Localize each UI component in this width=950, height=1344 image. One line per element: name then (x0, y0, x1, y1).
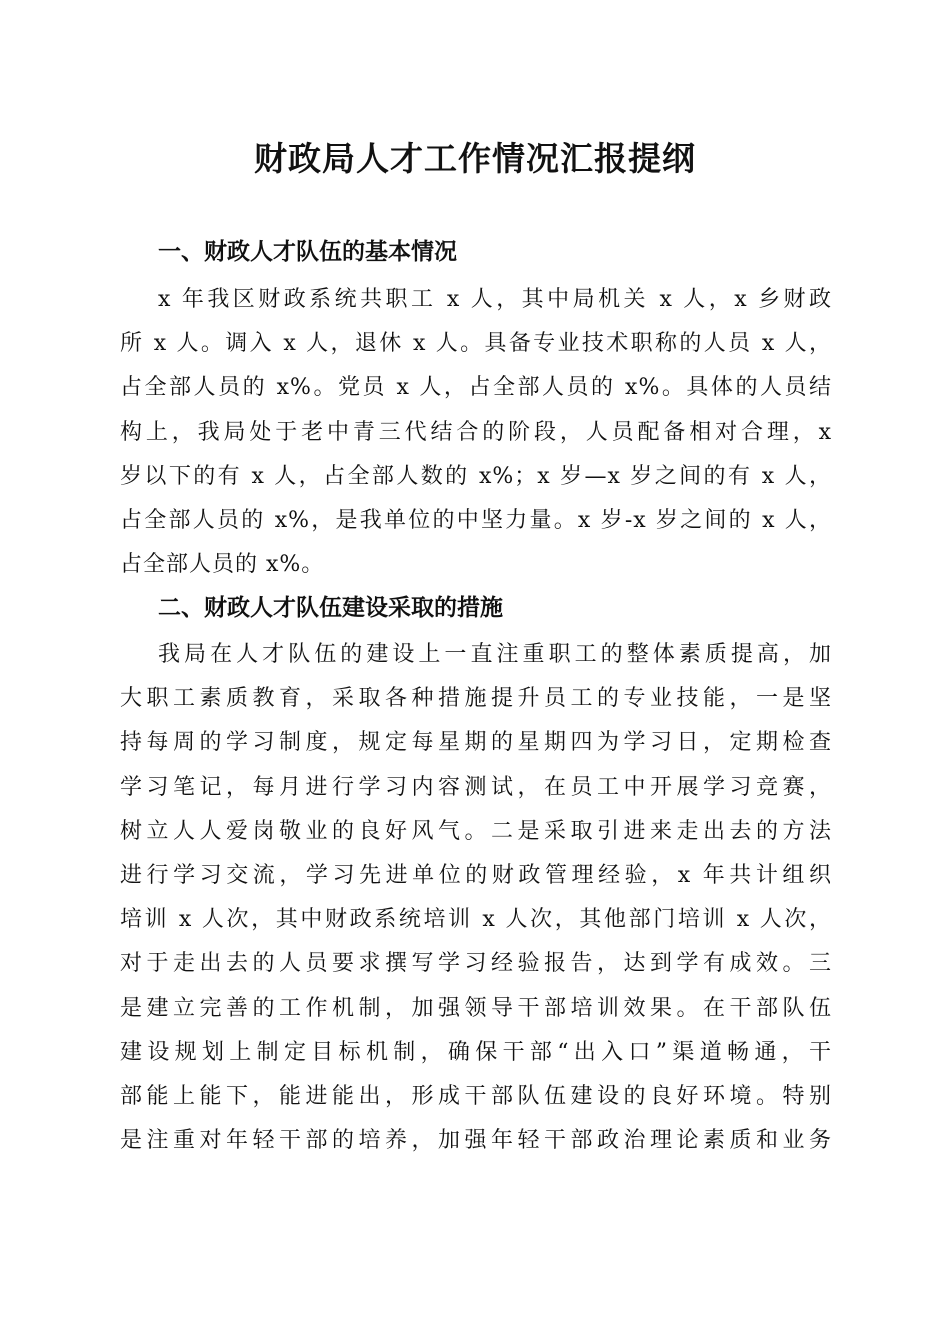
paragraph-line: 我局在人才队伍的建设上一直注重职工的整体素质提高，加 (158, 642, 832, 667)
paragraph-line: 构上，我局处于老中青三代结合的阶段，人员配备相对合理，x (120, 419, 832, 445)
section-heading-2: 二、财政人才队伍建设采取的措施 (158, 595, 503, 621)
paragraph-line: x 年我区财政系统共职工 x 人，其中局机关 x 人，x 乡财政 (158, 287, 832, 312)
paragraph-line: 是建立完善的工作机制，加强领导干部培训效果。在干部队伍 (120, 995, 832, 1021)
paragraph-measures (120, 633, 832, 1163)
paragraph-line: 岁以下的有 x 人，占全部人数的 x%；x 岁—x 岁之间的有 x 人， (120, 463, 832, 489)
paragraph-basic-situation (120, 278, 832, 587)
paragraph-line: 部能上能下，能进能出，形成干部队伍建设的良好环境。特别 (120, 1083, 832, 1109)
paragraph-line: 建设规划上制定目标机制，确保干部“出入口”渠道畅通，干 (120, 1039, 832, 1065)
paragraph-line: 占全部人员的 x%。党员 x 人，占全部人员的 x%。具体的人员结 (120, 375, 832, 401)
page-title: 财政局人才工作情况汇报提纲 (254, 139, 696, 178)
paragraph-line: 学习笔记，每月进行学习内容测试，在员工中开展学习竞赛， (120, 774, 832, 800)
paragraph-line: 持每周的学习制度，规定每星期的星期四为学习日，定期检查 (120, 730, 832, 756)
paragraph-line: 培训 x 人次，其中财政系统培训 x 人次，其他部门培训 x 人次， (120, 907, 832, 933)
paragraph-line: 所 x 人。调入 x 人，退休 x 人。具备专业技术职称的人员 x 人， (120, 331, 832, 357)
paragraph-line: 进行学习交流，学习先进单位的财政管理经验，x 年共计组织 (120, 862, 832, 888)
paragraph-line: 占全部人员的 x%，是我单位的中坚力量。x 岁-x 岁之间的 x 人， (120, 507, 832, 533)
section-heading-1: 一、财政人才队伍的基本情况 (158, 239, 457, 265)
paragraph-line: 大职工素质教育，采取各种措施提升员工的专业技能，一是坚 (120, 686, 832, 712)
paragraph-line: 占全部人员的 x%。 (120, 552, 325, 578)
paragraph-line: 对于走出去的人员要求撰写学习经验报告，达到学有成效。三 (120, 951, 832, 977)
paragraph-line: 是注重对年轻干部的培养，加强年轻干部政治理论素质和业务 (120, 1128, 832, 1154)
paragraph-line: 树立人人爱岗敬业的良好风气。二是采取引进来走出去的方法 (120, 818, 832, 844)
